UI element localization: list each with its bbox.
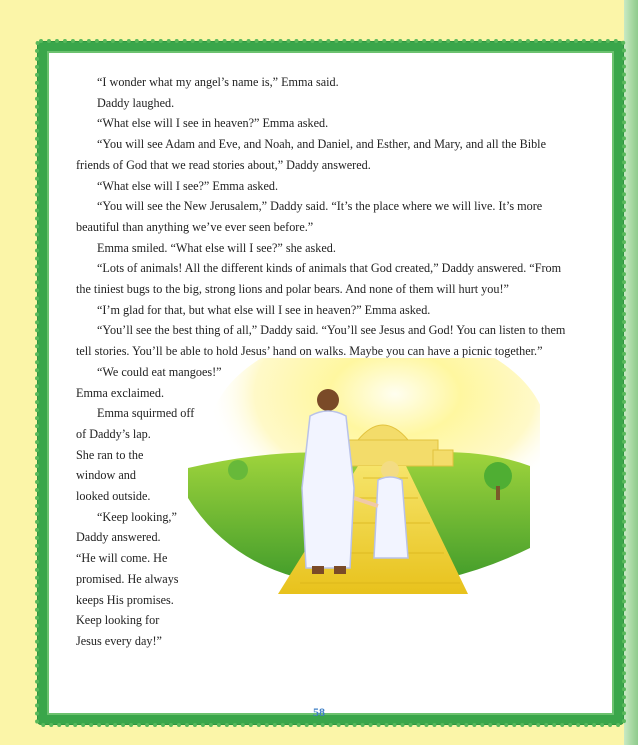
paragraph: “What else will I see in heaven?” Emma asked. bbox=[97, 116, 329, 131]
paragraph: “Lots of animals! All the different kinds of animals that God created,” Daddy answered. “From the tiniest bugs to the big, strong lions and polar bears. And none of them will hurt you!” bbox=[76, 261, 562, 297]
line: She ran to the bbox=[76, 447, 144, 462]
page-number: 58 bbox=[313, 705, 325, 719]
line: “He will come. He bbox=[76, 551, 168, 566]
paragraph: “What else will I see?” Emma asked. bbox=[97, 178, 279, 193]
paragraph: “I wonder what my angel’s name is,” Emma said. bbox=[97, 75, 339, 89]
line: Emma squirmed off bbox=[97, 406, 195, 421]
line: “Keep looking,” bbox=[97, 509, 177, 524]
line: “We could eat mangoes!” bbox=[97, 364, 222, 379]
line: Jesus every day!” bbox=[76, 633, 162, 648]
paragraph: Daddy laughed. bbox=[97, 95, 175, 110]
side-strip bbox=[624, 0, 638, 745]
line: Keep looking for bbox=[76, 613, 160, 628]
line: of Daddy’s lap. bbox=[76, 426, 151, 441]
line: Emma exclaimed. bbox=[76, 385, 164, 400]
illustration-father-and-daughter-walking bbox=[178, 358, 540, 594]
paragraph: “I’m glad for that, but what else will I see in heaven?” Emma asked. bbox=[97, 302, 431, 317]
line: looked outside. bbox=[76, 489, 151, 504]
father-figure bbox=[302, 389, 354, 574]
line: window and bbox=[76, 468, 136, 483]
paragraph: “You will see Adam and Eve, and Noah, and Daniel, and Esther, and Mary, and all the Bible friends of God that we read stories about,” Daddy answered. bbox=[76, 137, 546, 172]
line: promised. He always bbox=[76, 571, 179, 586]
line: keeps His promises. bbox=[76, 592, 174, 607]
paragraph: “You’ll see the best thing of all,” Daddy said. “You’ll see Jesus and God! You can listen to them tell stories. You’ll be able to hold Jesus’ hand on walks. Maybe you can have a picnic together.” bbox=[76, 323, 566, 359]
paragraph: “You will see the New Jerusalem,” Daddy said. “It’s the place where we will live. It’s more beautiful than anything we’ve ever seen before.” bbox=[76, 199, 543, 234]
paragraph: Emma smiled. “What else will I see?” she asked. bbox=[97, 240, 336, 255]
line: Daddy answered. bbox=[76, 530, 161, 545]
